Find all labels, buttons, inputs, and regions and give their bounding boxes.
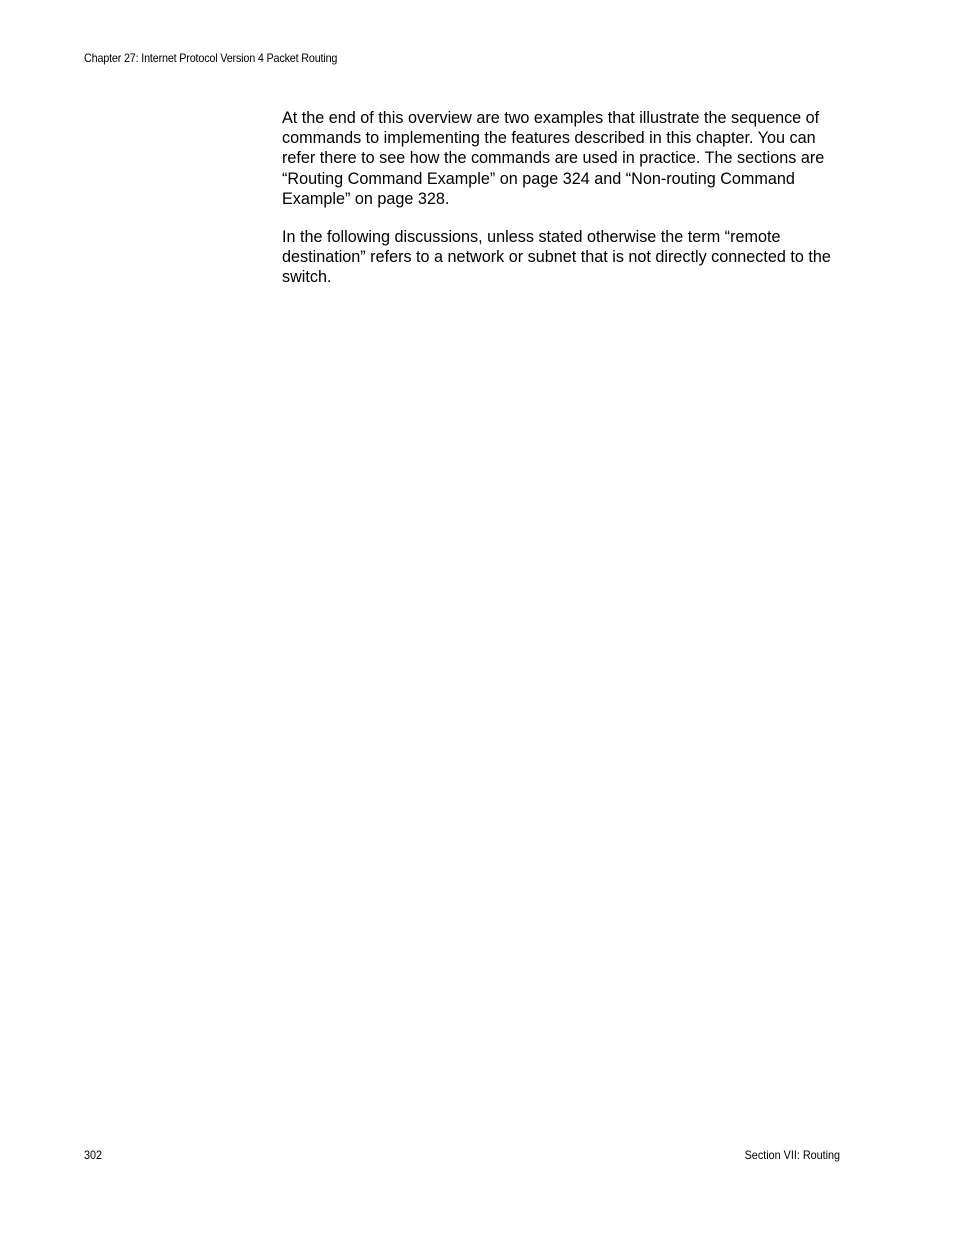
footer-section-title: Section VII: Routing bbox=[744, 1148, 840, 1162]
paragraph-examples-overview: At the end of this overview are two examples that illustrate the sequence of commands to implementing the features described in this chapter. You can refer there to see how the commands are used in practice. The sections are “Routing Command Example” on page 324 and “Non-routing Command Example” on page 328. bbox=[282, 109, 825, 208]
running-header: Chapter 27: Internet Protocol Version 4 Packet Routing bbox=[84, 51, 338, 65]
page-number: 302 bbox=[84, 1148, 103, 1162]
body-text bbox=[282, 108, 847, 306]
paragraph-remote-destination: In the following discussions, unless stated otherwise the term “remote destination” refers to a network or subnet that is not directly connected to the switch. bbox=[282, 228, 831, 287]
